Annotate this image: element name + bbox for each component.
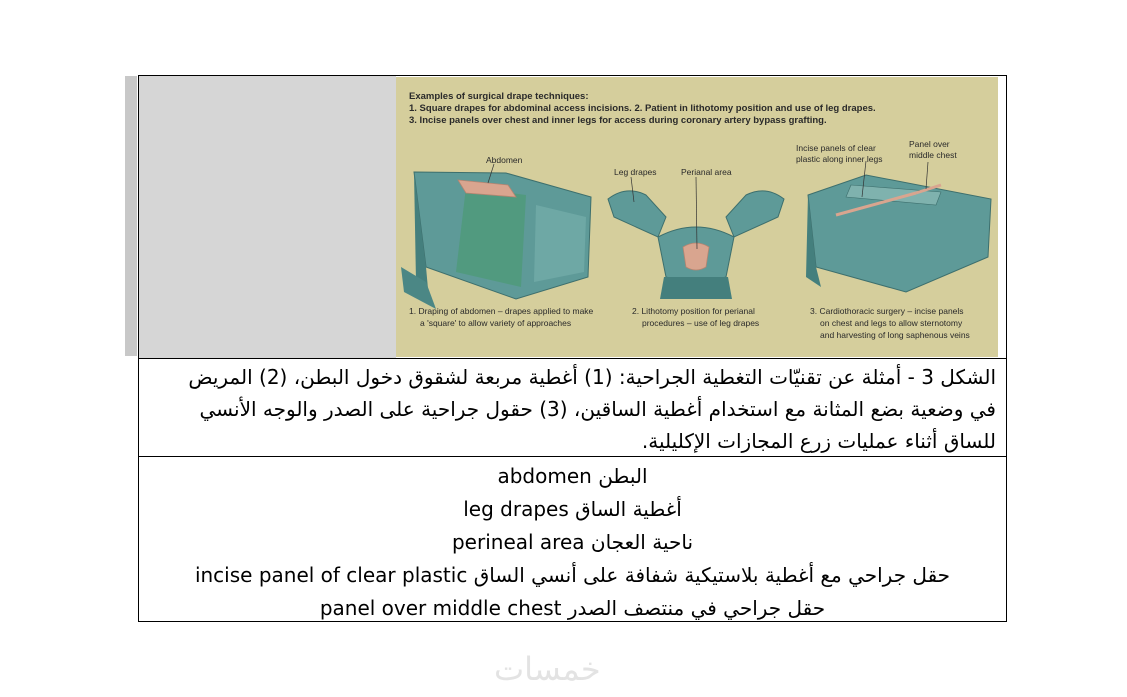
caption-line-1: الشكل 3 - أمثلة عن تقنيّات التغطية الجراحية: (1) أغطية مربعة لشقوق دخول البطن، (2) المريض — [188, 365, 996, 389]
glossary-item — [139, 493, 1006, 526]
caption1-line2: a 'square' to allow variety of approaches — [420, 318, 572, 328]
caption-line-3: للساق أثناء عمليات زرع المجازات الإكليلية. — [641, 429, 996, 453]
watermark-logo: خمسات — [494, 650, 601, 688]
term-english: perineal area — [451, 530, 585, 554]
glossary-item — [139, 460, 1006, 493]
figure-table — [138, 75, 1007, 622]
surgical-drape-figure — [396, 77, 998, 357]
term-arabic: حقل جراحي في منتصف الصدر — [567, 596, 826, 620]
caption-line-2: في وضعية بضع المثانة مع استخدام أغطية الساقين، (3) حقول جراحية على الصدر والوجه الأنسي — [199, 397, 996, 421]
term-english: leg drapes — [463, 497, 569, 521]
term-english: incise panel of clear plastic — [194, 563, 468, 587]
arabic-caption-row — [139, 359, 1006, 457]
label-panel-over-line1: Panel over — [909, 139, 950, 149]
label-leg-drapes: Leg drapes — [614, 167, 657, 177]
left-margin-bar — [125, 76, 137, 356]
figure-row — [139, 76, 1006, 359]
glossary-item — [139, 526, 1006, 559]
figure-header-title: Examples of surgical drape techniques: — [409, 91, 589, 102]
label-perianal-area: Perianal area — [681, 167, 732, 177]
term-english: abdomen — [497, 464, 592, 488]
caption3-line2: on chest and legs to allow sternotomy — [820, 318, 963, 328]
label-panel-over-line2: middle chest — [909, 150, 957, 160]
caption3-line3: and harvesting of long saphenous veins — [820, 330, 970, 340]
label-incise-panels-line1: Incise panels of clear — [796, 143, 876, 153]
placeholder-gray-block — [139, 76, 396, 358]
label-abdomen: Abdomen — [486, 155, 523, 165]
caption3-line1: 3. Cardiothoracic surgery – incise panels — [810, 306, 964, 316]
term-english: panel over middle chest — [319, 596, 562, 620]
drape-illustration — [396, 77, 998, 357]
term-arabic: البطن — [598, 464, 648, 488]
caption2-line2: procedures – use of leg drapes — [642, 318, 760, 328]
term-arabic: حقل جراحي مع أغطية بلاستيكية شفافة على أنسي الساق — [473, 563, 951, 587]
glossary-item — [139, 559, 1006, 592]
figure-header-line1: 1. Square drapes for abdominal access incisions. 2. Patient in lithotomy position and use of leg drapes. — [409, 103, 876, 114]
figure-header-line2: 3. Incise panels over chest and inner legs for access during coronary artery bypass grafting. — [409, 115, 827, 126]
glossary-row — [139, 458, 1006, 621]
glossary-item — [139, 592, 1006, 625]
caption1-line1: 1. Draping of abdomen – drapes applied to make — [409, 306, 594, 316]
term-arabic: أغطية الساق — [575, 497, 682, 521]
caption2-line1: 2. Lithotomy position for perianal — [632, 306, 755, 316]
label-incise-panels-line2: plastic along inner legs — [796, 154, 883, 164]
term-arabic: ناحية العجان — [590, 530, 694, 554]
